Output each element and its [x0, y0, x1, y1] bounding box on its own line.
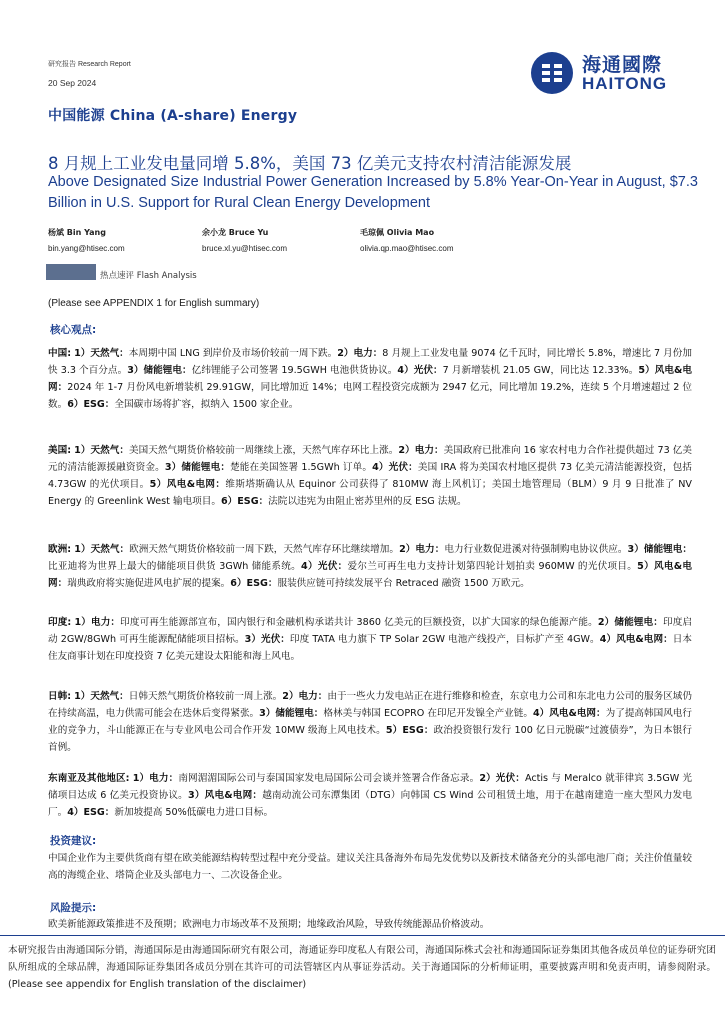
author-2 [202, 227, 287, 253]
disclaimer: 本研究报告由海通国际分销，海通国际是由海通国际研究有限公司，海通证券印度私人有限公司，海通国际株式会社和海通国际证券集团其他各成员单位的证券研究团队所组成的全球品牌，海通国际证券集团各成员分别在其许可的司法管辖区内从事证券活动。关于海通国际的分析师证明，重要披露声明和免责声明，请参阅附录。(Please see appendix for English translation of the disclaimer) [8, 945, 716, 990]
flash-bar [46, 264, 96, 280]
invest-text: 中国企业作为主要供货商有望在欧美能源结构转型过程中充分受益。建议关注具备海外布局先发优势以及新技术储备充分的头部电池厂商；关注价值量较高的海缆企业、塔筒企业及头部电力一、二次设备企业。 [48, 853, 692, 881]
title-en: Above Designated Size Industrial Power Generation Increased by 5.8% Year-On-Year in August, $7.3 Billion in U.S. Support for Rural Clean Energy Development [48, 174, 698, 211]
author-3 [360, 227, 454, 253]
author-1 [48, 227, 125, 253]
footer-divider [0, 935, 725, 936]
section-usa: 美国: 1）天然气：美国天然气期货价格较前一周继续上涨，天然气库存环比上涨。2）电力：美国政府已批准向 16 家农村电力合作社提供超过 73 亿美元的清洁能源援融资资金。3）储能锂电：楚能在美国签署 1.5GWh 订单。4）光伏：美国 IRA 将为美国农村地区提供 73 亿美元清洁能源投资，包括 4.73GW 的光伏项目。5）风电&电网：维斯塔斯确认从 Equinor 公司获得了 810MW 海上风机订；美国土地管理局（BLM）9 月 9 日批准了 NV Energy 的 Greenlink West 输电项目。6）ESG：法院以违宪为由阻止密苏里州的反 ESG 法规。 [48, 445, 692, 507]
logo-mark-icon [531, 52, 573, 94]
logo-text-en: HAITONG [582, 74, 668, 93]
risk-text: 欧美新能源政策推进不及预期；欧洲电力市场改革不及预期；地缘政治风险，导致传统能源品价格波动。 [48, 919, 490, 930]
title-cn: 8 月规上工业发电量同增 5.8%，美国 73 亿美元支持农村清洁能源发展 [48, 154, 572, 173]
haitong-logo-icon [531, 52, 573, 94]
section-southeast-asia: 东南亚及其他地区: 1）电力：南网湄湄国际公司与泰国国家发电局国际公司会谈并签署合作备忘录。2）光伏：Actis 与 Meralco 就菲律宾 3.5GW 光储项目达成 6 亿美元投资协议。3）风电&电网：越南动流公司东潭集团（DTG）向韩国 CS Wind 公司租赁土地，用于在越南建造一座大型风力发电厂。4）ESG：新加坡提高 50%低碳电力进口目标。 [48, 773, 693, 818]
report-category: 中国能源 China (A-share) Energy [48, 108, 298, 124]
flash-label: 热点速评 Flash Analysis [100, 271, 197, 281]
section-europe: 欧洲: 1）天然气：欧洲天然气期货价格较前一周下跌，天然气库存环比继续增加。2）电力：电力行业数促进溪对待强制购电协议供应。3）储能锂电：比亚迪将为世界上最大的储能项目供货 3GWh 储能系统。4）光伏：爱尔兰可再生电力支持计划第四轮计划拍卖 960MW 的光伏项目。5）风电&电网：瑞典政府将实施促进风电扩展的提案。6）ESG：服装供应链可持续发展平台 Retraced 融资 1500 万欧元。 [48, 544, 692, 589]
report-date: 20 Sep 2024 [48, 78, 97, 88]
logo-text-cn: 海通國際 [582, 54, 663, 76]
author-email[interactable]: bruce.xl.yu@htisec.com [202, 244, 288, 253]
author-name: 毛琼佩 Olivia Mao [360, 228, 435, 237]
appendix-note: (Please see APPENDIX 1 for English summary) [48, 298, 260, 309]
author-email[interactable]: olivia.qp.mao@htisec.com [360, 244, 454, 253]
section-japan-korea: 日韩: 1）天然气：日韩天然气期货价格较前一周上涨。2）电力：由于一些火力发电站正在进行维修和检查，东京电力公司和东北电力公司的服务区域仍在持续高温，电力供需可能会在迭休后变得紧张。3）储能锂电：格林美与韩国 ECOPRO 在印尼开发镍全产业链。4）风电&电网：为了提高韩国风电行业的竞争力，斗山能源正在与专业风电公司合作开发 10MW 级海上风电技术。5）ESG：政治投资银行发行 100 亿日元脱碳“过渡债券”，为日本银行首例。 [48, 691, 692, 753]
report-type: 研究报告 Research Report [48, 61, 131, 68]
author-name: 余小龙 Bruce Yu [202, 228, 269, 237]
author-name: 杨斌 Bin Yang [48, 228, 106, 237]
risk-heading: 风险提示: [50, 902, 97, 914]
author-email[interactable]: bin.yang@htisec.com [48, 244, 125, 253]
core-heading: 核心观点: [50, 324, 97, 336]
section-china: 中国: 1）天然气：本周期中国 LNG 到岸价及市场价较前一周下跌。2）电力：8 月规上工业发电量 9074 亿千瓦时，同比增长 5.8%，增速比 7 月份加快 3.3 个百分点。3）储能锂电：亿纬锂能子公司签署 19.5GWH 电池供货协议。4）光伏：7 月新增装机 21.05 GW，同比达 12.33%。5）风电&电网：2024 年 1-7 月份风电新增装机 29.91GW，同比增加近 14%；电网工程投资完成额为 2947 亿元，同比增加 19.2%，连续 5 个月增速超过 2 位数。6）ESG：全国碳市场将扩容，拟纳入 1500 家企业。 [48, 348, 693, 410]
section-india: 印度: 1）电力：印度可再生能源部宣布，国内银行和金融机构承诺共计 3860 亿美元的巨额投资，以扩大国家的绿色能源产能。2）储能锂电：印度启动 2GW/8GWh 可再生能源配储能项目招标。3）光伏：印度 TATA 电力旗下 TP Solar 2GW 电池产线投产，目标扩产至 4GW。4）风电&电网：日本住友商事计划在印度投资 7 亿美元建设太阳能和海上风电。 [48, 617, 693, 662]
invest-heading: 投资建议: [50, 835, 97, 847]
